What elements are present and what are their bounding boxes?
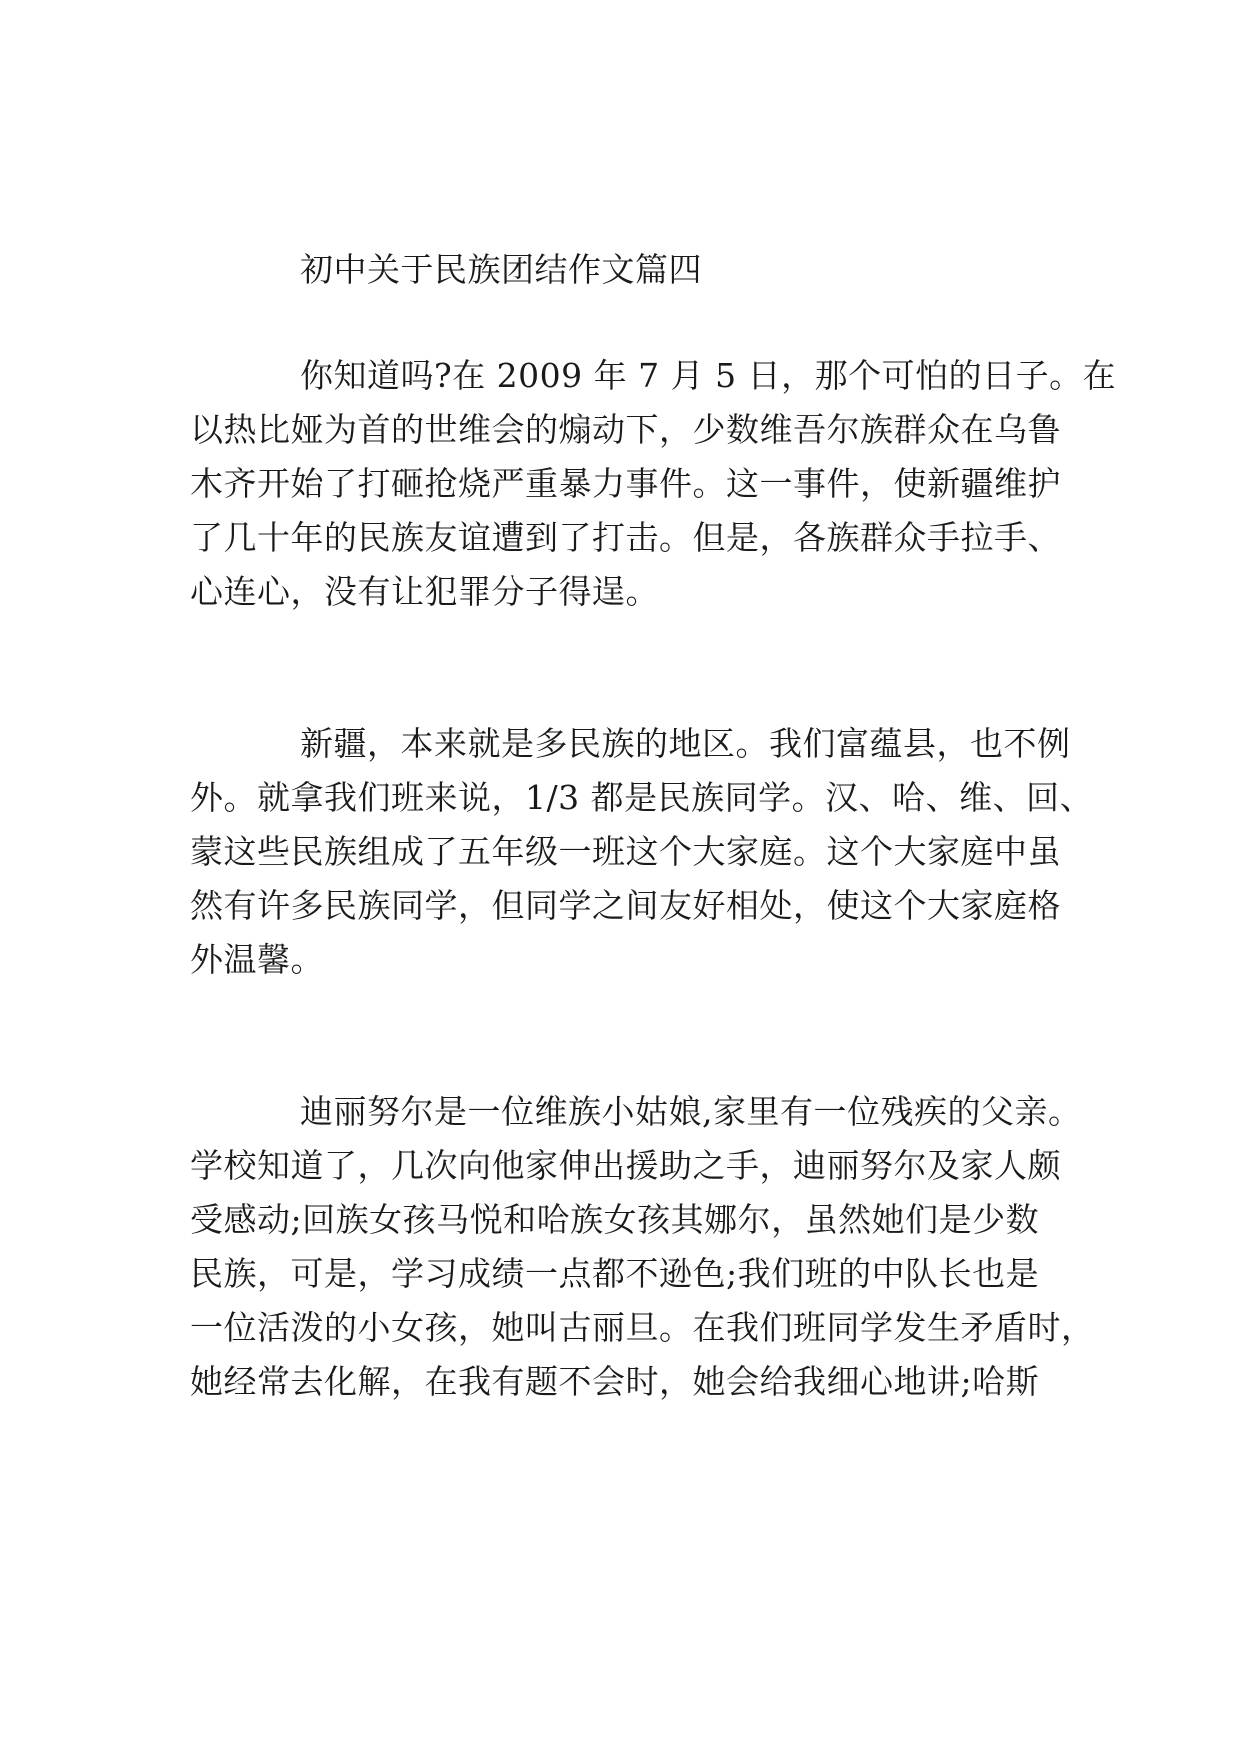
paragraph-line: 以热比娅为首的世维会的煽动下，少数维吾尔族群众在乌鲁	[190, 410, 1061, 449]
paragraph-line: 受感动;回族女孩马悦和哈族女孩其娜尔，虽然她们是少数	[190, 1200, 1040, 1239]
paragraph-line: 外温馨。	[190, 940, 324, 979]
paragraph-line: 外。就拿我们班来说，1/3 都是民族同学。汉、哈、维、回、	[190, 778, 1094, 817]
paragraph-line: 木齐开始了打砸抢烧严重暴力事件。这一事件，使新疆维护	[190, 464, 1061, 503]
paragraph-line: 新疆，本来就是多民族的地区。我们富蕴县，也不例	[300, 724, 1071, 763]
paragraph-line: 你知道吗?在 2009 年 7 月 5 日，那个可怕的日子。在	[300, 356, 1117, 395]
paragraph-line: 了几十年的民族友谊遭到了打击。但是，各族群众手拉手、	[190, 518, 1061, 557]
paragraph-line: 然有许多民族同学，但同学之间友好相处，使这个大家庭格	[190, 886, 1061, 925]
paragraph-line: 心连心，没有让犯罪分子得逞。	[190, 572, 659, 611]
document-title: 初中关于民族团结作文篇四	[300, 250, 702, 289]
paragraph-line: 一位活泼的小女孩，她叫古丽旦。在我们班同学发生矛盾时，	[190, 1308, 1095, 1347]
paragraph-line: 民族，可是，学习成绩一点都不逊色;我们班的中队长也是	[190, 1254, 1040, 1293]
paragraph-line: 蒙这些民族组成了五年级一班这个大家庭。这个大家庭中虽	[190, 832, 1061, 871]
paragraph-line: 迪丽努尔是一位维族小姑娘,家里有一位残疾的父亲。	[300, 1092, 1082, 1131]
paragraph-line: 学校知道了，几次向他家伸出援助之手，迪丽努尔及家人颇	[190, 1146, 1061, 1185]
paragraph-line: 她经常去化解，在我有题不会时，她会给我细心地讲;哈斯	[190, 1362, 1040, 1401]
